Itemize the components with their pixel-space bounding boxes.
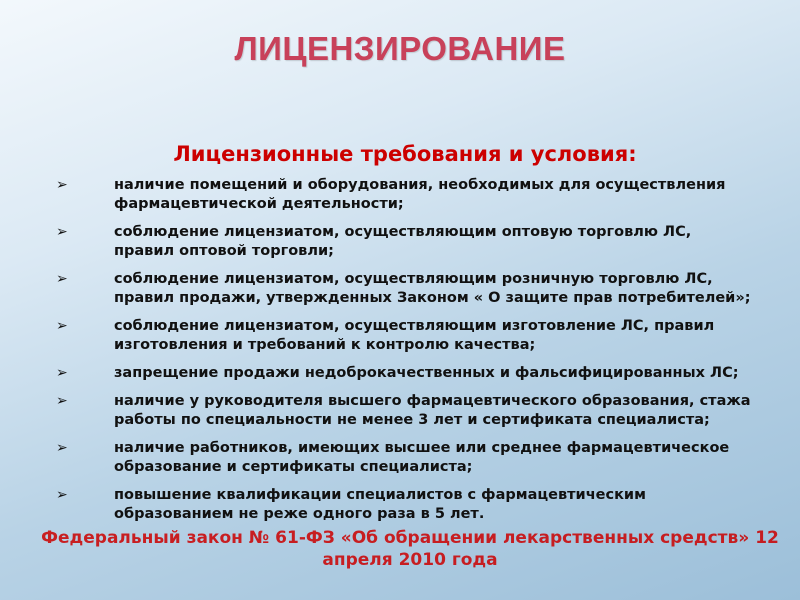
arrowhead-bullet-icon: ➢ [56, 393, 68, 409]
arrowhead-bullet-icon: ➢ [56, 318, 68, 334]
arrowhead-bullet-icon: ➢ [56, 271, 68, 287]
arrowhead-bullet-icon: ➢ [56, 487, 68, 503]
arrowhead-bullet-icon: ➢ [56, 440, 68, 456]
list-item [56, 439, 756, 477]
list-item-text: наличие работников, имеющих высшее или среднее фармацевтическое образование и сертификаты специалиста; [114, 440, 730, 475]
list-item [56, 317, 756, 355]
list-item [56, 364, 756, 383]
arrowhead-bullet-icon: ➢ [56, 177, 68, 193]
list-item-text: наличие у руководителя высшего фармацевтического образования, стажа работы по специальности не менее 3 лет и сертификата специалиста; [114, 393, 751, 428]
list-item [56, 486, 756, 524]
list-item-text: соблюдение лицензиатом, осуществляющим изготовление ЛС, правил изготовления и требований к контролю качества; [114, 318, 715, 353]
list-item-text: запрещение продажи недоброкачественных и фальсифицированных ЛС; [114, 365, 739, 381]
arrowhead-bullet-icon: ➢ [56, 224, 68, 240]
list-item [56, 176, 756, 214]
requirements-list [56, 176, 756, 533]
list-item [56, 270, 756, 308]
list-item-text: соблюдение лицензиатом, осуществляющим розничную торговлю ЛС, правил продажи, утвержденных Законом « О защите прав потребителей»; [114, 271, 751, 306]
list-item-text: повышение квалификации специалистов с фармацевтическим образованием не реже одного раза в 5 лет. [114, 487, 646, 522]
footer-law-reference: Федеральный закон № 61-ФЗ «Об обращении лекарственных средств» 12 апреля 2010 года [41, 528, 779, 570]
slide-title: ЛИЦЕНЗИРОВАНИЕ [234, 30, 566, 67]
list-item-text: наличие помещений и оборудования, необходимых для осуществления фармацевтической деятельности; [114, 177, 726, 212]
list-item [56, 223, 756, 261]
list-item [56, 392, 756, 430]
list-item-text: соблюдение лицензиатом, осуществляющим оптовую торговлю ЛС, правил оптовой торговли; [114, 224, 692, 259]
slide-subtitle: Лицензионные требования и условия: [173, 142, 637, 166]
arrowhead-bullet-icon: ➢ [56, 365, 68, 381]
